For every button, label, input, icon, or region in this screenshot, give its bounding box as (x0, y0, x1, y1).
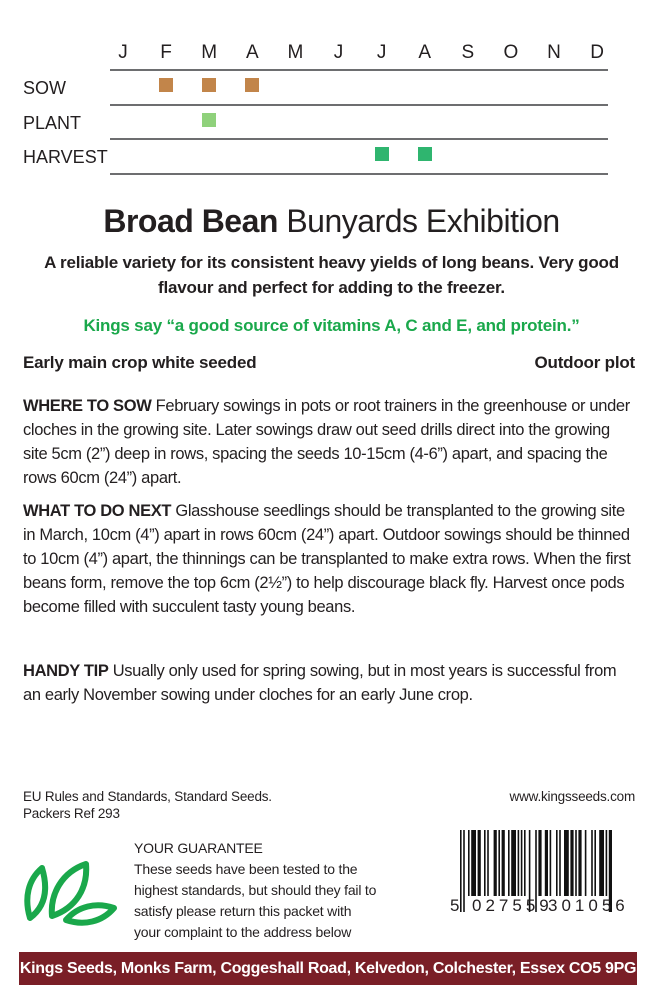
section-what-to-do-next (23, 499, 635, 619)
barcode-bar (570, 830, 573, 896)
month-label: S (461, 42, 475, 63)
barcode-digit-first: 5 (450, 896, 460, 915)
section-text: Glasshouse seedlings should be transplanted to the growing site in March, 10cm (4”) apart in rows 60cm (24”) apart. Outdoor sowings should be thinned to 10cm (4”) apart, the thinnings can be transplanted to make extra rows. When the first beans form, remove the top 6cm (2½”) to help discourage black fly. Harvest once pods become filled with succulent tasty young beans. (23, 502, 631, 616)
calendar-mark-plant (202, 113, 216, 127)
month-label: A (245, 42, 259, 63)
kings-quote: Kings say “a good source of vitamins A, C and E, and protein.” (83, 316, 580, 335)
barcode-bar (508, 830, 510, 896)
calendar-mark-sow (245, 78, 259, 92)
section-heading: HANDY TIP (23, 662, 109, 680)
month-label: D (590, 42, 604, 63)
address-footer: Kings Seeds, Monks Farm, Coggeshall Road, Kelvedon, Colchester, Essex CO5 9PG (19, 952, 637, 985)
barcode-bar (511, 830, 516, 896)
barcode-bar (606, 830, 608, 896)
barcode-bar (550, 830, 552, 896)
guarantee (134, 838, 376, 943)
location: Outdoor plot (534, 353, 635, 372)
section-where-to-sow (23, 394, 635, 490)
barcode (440, 830, 640, 920)
barcode-bar (478, 830, 481, 896)
guarantee-line: highest standards, but should they fail to (134, 882, 377, 898)
barcode-bar (468, 830, 470, 896)
barcode-bar (538, 830, 541, 896)
crop-type: Early main crop white seeded (23, 353, 257, 372)
barcode-bar (502, 830, 505, 896)
month-label: M (201, 42, 218, 63)
month-label: O (503, 42, 519, 63)
website: www.kingsseeds.com (509, 789, 635, 804)
month-label: A (418, 42, 432, 63)
barcode-bar (599, 830, 604, 896)
month-label: N (547, 42, 561, 63)
barcode-bar (594, 830, 596, 896)
barcode-bar (471, 830, 476, 896)
section-handy-tip (23, 659, 635, 707)
barcode-bar (585, 830, 587, 896)
guarantee-line: satisfy please return this packet with (134, 903, 352, 919)
month-label: J (333, 42, 344, 63)
month-label: F (160, 42, 172, 63)
barcode-bar (460, 830, 462, 912)
row-label-sow: SOW (23, 78, 66, 98)
calendar-divider (110, 173, 608, 175)
barcode-digits-left: 027559 (472, 896, 553, 915)
product-title (0, 203, 663, 240)
leaf-logo-icon (22, 858, 118, 928)
standards-info (23, 788, 272, 822)
month-label: J (376, 42, 387, 63)
barcode-bar (524, 830, 526, 896)
barcode-bar (518, 830, 520, 896)
description: A reliable variety for its consistent heavy yields of long beans. Very good flavour and perfect for adding to the freezer. (44, 253, 619, 297)
month-label: M (287, 42, 304, 63)
barcode-bar (556, 830, 558, 896)
calendar-mark-sow (159, 78, 173, 92)
barcode-bar (578, 830, 581, 896)
barcode-bar (498, 830, 500, 896)
row-label-plant: PLANT (23, 113, 82, 133)
packers-ref: Packers Ref 293 (23, 806, 120, 821)
section-heading: WHERE TO SOW (23, 397, 152, 415)
section-text: February sowings in pots or root trainers in the greenhouse or under cloches in the growing site. Later sowings draw out seed drills direct into the growing site 5cm (2”) deep in rows, spacing the seeds 10-15cm (4-6”) apart, and spacing the rows 60cm (24”) apart. (23, 397, 630, 487)
barcode-digits-right: 301056 (548, 896, 629, 915)
calendar-mark-sow (202, 78, 216, 92)
row-label-harvest: HARVEST (23, 147, 108, 167)
standards-text: EU Rules and Standards, Standard Seeds. (23, 789, 272, 804)
section-heading: WHAT TO DO NEXT (23, 502, 172, 520)
calendar-divider (110, 104, 608, 106)
barcode-bar (494, 830, 497, 896)
barcode-bar (591, 830, 593, 896)
barcode-bar (575, 830, 577, 896)
guarantee-line: These seeds have been tested to the (134, 861, 358, 877)
calendar-divider (110, 69, 608, 71)
calendar-mark-harvest (418, 147, 432, 161)
guarantee-heading: YOUR GUARANTEE (134, 840, 263, 856)
barcode-bar (487, 830, 489, 896)
barcode-bar (484, 830, 486, 896)
barcode-bar (559, 830, 561, 896)
guarantee-line: your complaint to the address below (134, 924, 352, 940)
calendar-mark-harvest (375, 147, 389, 161)
product-name: Broad Bean (103, 203, 278, 239)
barcode-bar (521, 830, 523, 896)
barcode-bar (564, 830, 569, 896)
barcode-bar (545, 830, 548, 896)
variety-name: Bunyards Exhibition (286, 203, 560, 239)
barcode-bar (463, 830, 465, 912)
month-label: J (118, 42, 128, 63)
section-text: Usually only used for spring sowing, but in most years is successful from an early November sowing under cloches for an early June crop. (23, 662, 617, 704)
calendar-divider (110, 138, 608, 140)
